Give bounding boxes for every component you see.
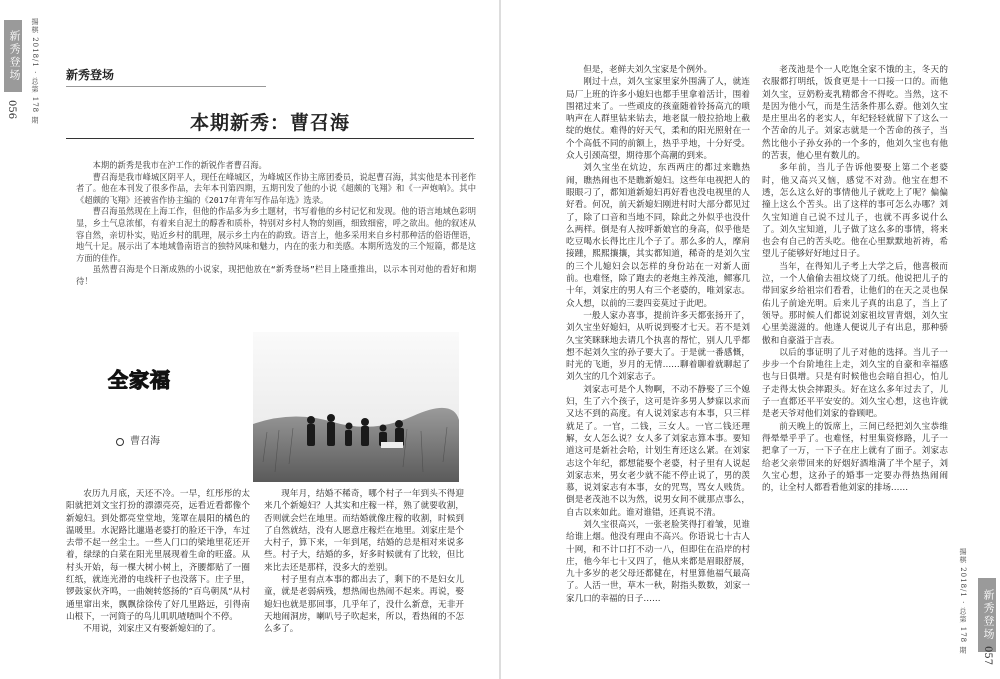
author-name: 曹召海 [130,436,160,447]
story-paragraph: 刘久宝坐在炕边，东西两庄的都过来瞧热闹，瞧热闹也不是瞧新媳妇。这些年电视把人的眼眼刁了，都知道新媳妇再好看也没电视里的人好看。何况，前天新媳妇刚进村时大部分都见过了，除了口音和当地不同，除此之外似乎也没什么两样。倒是有人按呼新娘官的身高，似乎他是吃豆喝水长得比庄儿个子了。那么多的人，摩肩接踵，熙熙攘攘，其实都知道，稀奇的是刘久宝的三个儿媳妇会以怎样的身份站在一对新人面前。也难怪，除了跑去的老炮主养茂池，鳏寡几十年，刘家庄的男人有三个老婆的，唯刘家志。众人想，以前的三妻四妾莫过于此吧。 [566,163,750,309]
section-tab: 新秀登场 [978,578,996,652]
headline-rule [66,138,474,139]
story-paragraph: 村子里有点本事的都出去了，剩下的不是妇女儿童，就是老弱病残，想热闹也热闹不起来。再说，娶媳妇也就是那回事，几乎年了，没什么新意，无非开天地闹洞房，喇叭号子吹起来，所以，看热闹的不怎么多了。 [264,575,464,635]
section-title: 新秀登场 [66,68,115,82]
issue-meta: 揚棋 2018/1 · 总第 178 期 [31,18,39,125]
issue-meta: 揚棋 2018/1 · 总第 178 期 [959,548,967,655]
section-divider [66,86,266,87]
story-paragraph: 不用说，刘家庄又有娶新媳妇的了。 [83,624,221,635]
section-tab: 新秀登场 [4,20,22,92]
page-headline: 本期新秀：曹召海 [189,112,350,134]
page-number: 057 [982,646,993,666]
author-byline [116,432,160,447]
page-fold [499,0,501,679]
story-paragraph: 刘久宝很高兴，一张老脸笑得打着皱，见谁给谁上烟。他没有理由不高兴。你语说七十古人十网，和不计口打不动一八，但即住在沿岸的村庄，他今年七十又四了，他从来都是眉眼舒展，九十多岁的老父母还都健在，村里算他福气最高了。人活一世，草木一秋，附指头数数，刘家一家几口的幸福的日子…… [566,519,750,604]
bullet-circle-icon [116,438,124,446]
story-paragraph: 农历九月底，天还不冷。一早，红彤彤的太阳就把刘文宝打扮的漂漂亮亮，远看近看都像个新媳妇。到处都亮堂堂地，笼罩在晨阳的橘色的温暖里。水泥路比邋遢老婆打的脸还干净，车过去带不起一丝尘土。一些人门口的梁地里花还开着，绿绿的白菜在阳光里展现着生命的旺盛。从村头开始，每一棵大树小树上，齐腰都贴了一圈红纸，就连光滑的电线杆子也没落下。庄子里，锣鼓家伙齐鸣，一曲婉转悠扬的“百鸟朝凤”从村通里窜出来，飘飘徐徐传了好几里路远，引得南山根下，一河筒子的鸟儿叽叽喳喳叫个不停。 [66,489,250,622]
intro-paragraph: 本期的新秀是我市在沪工作的新锐作者曹召海。 [92,160,267,170]
story-photo [253,332,459,482]
intro-paragraph: 曹召海是我市峰城区阴平人，现任在峰城区，为峰城区作协主席团委员，说起曹召海，其实他是本刊老作者了。他在本刊发了很多作品，去年本刊第四期，五期刊发了他的小说《超颇的飞翔》和《一声炮响》。其中《超颇的飞翔》还被省作协主编的《2017年青年写作品年选》选录。 [76,171,476,205]
intro-text [76,160,476,288]
story-paragraph: 以后的事证明了儿子对他的选择。当儿子一步步一个台阶地往上走，刘久宝的自豪和幸福感也与日俱增。只是有时候他也会暗自担心，怕儿子走得太快会摔跟头。好在这么多年过去了，儿子一直都还平平安安的。刘久宝心想，这也许就是老天爷对他们刘家的眷顾吧。 [762,347,948,420]
story-paragraph: 刚过十点，刘久宝家里家外围满了人，就连局厂上班的许多小媳妇也都手里拿着活计，围着围裙过来了。一些顽皮的孩童随着铃扬高亢的唢呐声在人群里钻来钻去，地老鼠一般拉拾地上截绽的炮仗。难得的好天气，柔和的阳光照射在一个个高低不同的前额上，热乎乎地，十分好受。众人引颈高望，期待那个高潮的到来。 [566,77,750,162]
page-number: 056 [6,100,17,120]
story-paragraph: 刘家志可是个人物啊，不动不静娶了三个媳妇，生了六个孩子，这可是许多男人梦寐以求而又达不到的高度。有人说刘家志有本事，只三样就足了。一官，二钱，三女人。一官二钱还理解，女人怎么说？女人多了刘家志算本事。要知道这可是新社会哈，计划生育还这么紧。在刘家志这个年纪，都想能娶个老婆，村子里有人说起刘家志来，男女老少就不能不停止说了，男的羡慕，说刘家志有本事，女的咒骂，骂女人贱货。倒是老茂池不以为然，说男女间不就那点事么，自古以来如此。谁对谁错，还真说不清。 [566,384,750,518]
story-column-1 [66,488,250,636]
story-paragraph: 多年前，当儿子告诉他要娶上第二个老婆时，他又高兴又恼，感觉不对劲。他宝在想不透，怎么这么好的事情他儿子就吃上了呢？偏偏撞上这么个苦头。出了这样的事可怎么办哪？刘久宝知道自己说不过儿子，也就不再多说什么了。刘久宝知道，儿子做了这么多的事情，将来也会有自己的苦头吃。他在心里默默地祈祷，希望儿子能够好好地过日子。 [762,163,948,260]
story-paragraph: 但是，老鲜夫刘久宝家是个例外。 [583,65,713,75]
story-paragraph: 前天晚上的饭席上，三间已经把刘久宝恭维得晕晕乎乎了。也难怪，村里集资修路，儿子一把拿了一万，一下子在庄上就有了面子。刘家志给老父亲带回来的好烟好酒堆满了半个屋子，刘久宝心想，这孙子的婚事一定要办得热热闹闹的，让全村人都看看他刘家的排场…… [762,421,948,494]
story-column-3 [566,64,750,654]
story-paragraph: 老茂池是个一人吃饱全家不饿的主，冬天的衣服都打明纸，饭食更是十一口接一口的。而他刘久宝，豆奶粉麦乳精都舍不得吃。当然，这不是因为他小气，而是生活条件那么孬。他刘久宝是庄里出名的老实人，年纪轻轻就留下了这么一个苦命的儿子。刘家志就是一个苦命的孩子，当然比他小子孙女孙的一个多的，他刘久宝也有他的苦衷，他心里有数儿的。 [762,65,948,162]
story-column-2 [264,488,464,636]
story-paragraph: 当年，在得知儿子考上大学之后，他喜极而泣，一个人偷偷去祖坟烧了刀纸。他说把儿子的带回家乡给祖宗们看看，让他们的在天之灵也保佑儿子前途光明。后来儿子真的出息了，当上了领导。那时候人们都说刘家祖坟冒青烟，刘久宝心里美滋滋的。他逢人便说儿子有出息，那种骄傲和自豪溢于言表。 [762,261,948,346]
story-title: 全家福 [108,368,171,392]
intro-paragraph: 曹召海虽然现在上海工作，但他的作品多为乡土题材，书写着他的乡村记忆和发现。他的语言地域色彩明显，乡土气息浓郁，有着来自泥土的醇香和质朴，特别对乡村人物的刻画，细致细密，呼之欲出。他的叙述从容自然，亲切朴实，贴近乡村的肌理，展示乡土内在的韵致。语言上，他多采用来自乡村那种活的俗语俚语，地气十足。展示出了本地域鲁南语言的独特风味和魅力，内在的张力和美感。本期所选发的三个短篇，都是这方面的佳作。 [76,206,476,263]
intro-paragraph: 虽然曹召海是个日渐成熟的小说家，现把他放在“新秀登场”栏目上隆重推出，以示本刊对他的看好和期待！ [76,264,476,286]
story-paragraph: 一般人家办喜事，提前许多天都张扬开了，刘久宝坐好媳妇，从听说到娶才七天。若不是刘久宝笑眯眯地去请几个执喜的帮忙，别人几乎都想不起刘久宝的孙子要大了。于是就一番感慨，时光的飞逝，岁月的无情……聊着聊着就聊起了刘久宝的几个刘家志子。 [566,310,750,383]
story-column-4 [762,64,948,654]
story-paragraph: 现年月，结婚不稀奇，哪个村子一年到头不得迎来几个新媳妇？人其实和庄稼一样，熟了就要收割，否则就会烂在地里。而结婚就像庄稼的收割，时候到了自然就结，没有人愿意庄稼烂在地里。刘家庄是个大村子，算下来，一年到尾，结婚的总是相对来说多些。村子大，结婚的多，好多时候就有了比较，但比来比去还是那样，没多大的差别。 [264,489,464,573]
